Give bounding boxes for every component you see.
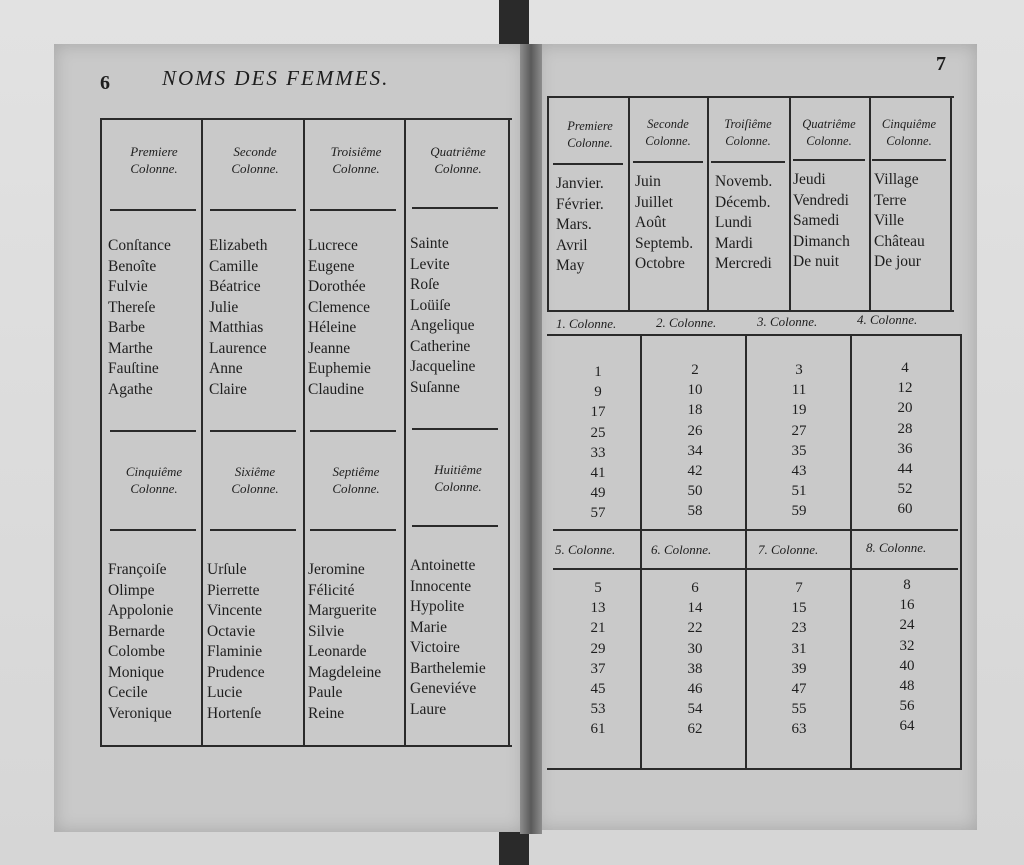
cal-col-3: Novemb. Décemb. Lundi Mardi Mercredi [715,173,773,272]
header-col-4: Quatriême Colonne. [430,144,486,176]
num-header-6: 6. Colonne. [651,542,712,557]
cal-header-2: Seconde Colonne. [645,117,691,148]
divider [310,529,396,531]
num-col-6: 6 14 22 30 38 46 54 62 [687,580,703,738]
names-col-5: Françoiſe Olimpe Appolonie Bernarde Colombe Monique Cecile Veronique [108,561,174,722]
num-col-2: 2 10 18 26 34 42 50 58 [687,362,703,520]
names-col-7: Jeromine Félicité Marguerite Silvie Leonarde Magdeleine Paule Reine [308,561,382,722]
divider [110,430,196,432]
cal-col-2: Juin Juillet Août Septemb. Octobre [635,173,694,272]
header-col-7: Septiême Colonne. [332,464,380,496]
names-col-2: Elizabeth Camille Béatrice Julie Matthias Laurence Anne Claire [209,237,268,398]
cal-header-4: Quatriême Colonne. [802,117,856,148]
divider [110,529,196,531]
divider [412,207,498,209]
num-col-1: 1 9 17 25 33 41 49 57 [590,364,606,522]
num-header-7: 7. Colonne. [758,542,819,557]
divider [553,568,958,570]
divider [793,159,865,161]
names-col-3: Lucrece Eugene Dorothée Clemence Héleine Jeanne Euphemie Claudine [308,237,371,398]
cal-header-3: Troiſiême Colonne. [724,117,772,148]
divider [310,209,396,211]
names-col-8: Antoinette Innocente Hypolite Marie Victoire Barthelemie Geneviéve Laure [410,557,486,718]
num-col-3: 3 11 19 27 35 43 51 59 [791,362,807,520]
header-col-5: Cinquiême Colonne. [125,464,183,496]
num-header-5: 5. Colonne. [555,542,616,557]
cal-col-5: Village Terre Ville Château De jour [874,171,925,270]
names-col-6: Urſule Pierrette Vincente Octavie Flaminie Prudence Lucie Hortenſe [207,561,265,722]
num-header-4: 4. Colonne. [857,312,918,327]
cal-col-1: Janvier. Février. Mars. Avril May [556,175,604,274]
page-title: NOMS DES FEMMES. [162,66,390,90]
divider [553,163,623,165]
divider [210,529,296,531]
divider [633,161,703,163]
divider [872,159,946,161]
num-header-1: 1. Colonne. [556,316,617,331]
divider [412,428,498,430]
divider [553,529,958,531]
header-col-2: Seconde Colonne. [231,144,279,176]
cal-header-5: Cinquiême Colonne. [881,117,937,148]
num-col-7: 7 15 23 31 39 47 55 63 [791,580,807,738]
divider [412,525,498,527]
divider [310,430,396,432]
num-col-4: 4 12 20 28 36 44 52 60 [897,360,913,518]
divider [711,161,785,163]
num-header-3: 3. Colonne. [757,314,818,329]
header-col-8: Huitiême Colonne. [434,462,482,494]
header-col-1: Premiere Colonne. [130,144,178,176]
names-col-1: Conſtance Benoîte Fulvie Thereſe Barbe Marthe Fauſtine Agathe [108,237,171,398]
header-col-3: Troisiême Colonne. [330,144,382,176]
cal-header-1: Premiere Colonne. [567,119,613,150]
num-header-8: 8. Colonne. [866,540,927,555]
header-col-6: Sixiême Colonne. [231,464,279,496]
num-col-5: 5 13 21 29 37 45 53 61 [590,580,606,738]
names-col-4: Sainte Levite Roſe Loüiſe Angelique Catherine Jacqueline Suſanne [410,235,476,396]
book-gutter [520,44,542,834]
num-col-8: 8 16 24 32 40 48 56 64 [899,577,915,735]
num-header-2: 2. Colonne. [656,315,717,330]
left-page-number: 6 [100,72,110,94]
right-page-number: 7 [936,53,946,75]
divider [210,430,296,432]
divider [210,209,296,211]
divider [110,209,196,211]
cal-col-4: Jeudi Vendredi Samedi Dimanch De nuit [793,171,850,270]
